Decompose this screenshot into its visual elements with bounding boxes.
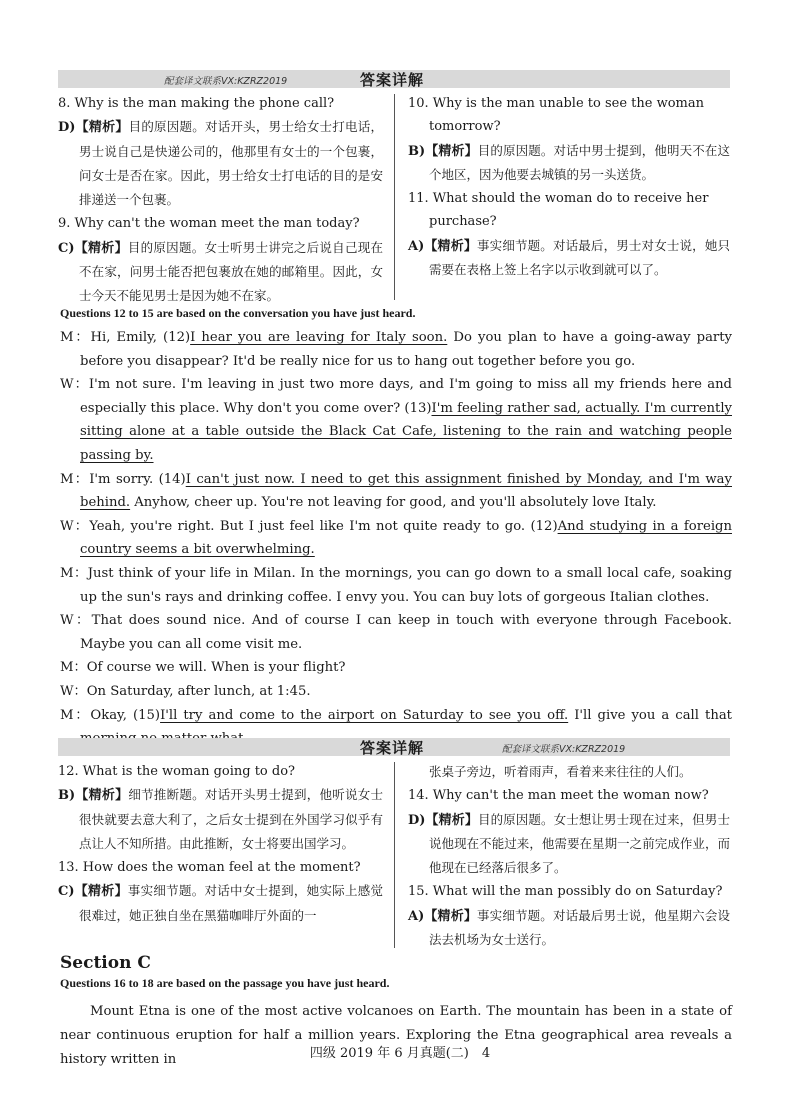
answer-explanation [408,808,730,881]
dialog-text: Do you plan to have a going-away party before you disappear? It'd be really nice for us to hang out together before you go. [80,330,732,369]
answer-banner-bottom [58,738,730,756]
section-title: Section C [60,953,151,973]
answer-tag: A)【精析】 [408,908,478,924]
dialog-text: That does sound nice. And of course I can keep in touch with everyone through Facebook. Maybe you can all come visit me. [80,613,732,652]
question-text: 13. How does the woman feel at the moment? [58,860,361,876]
dialog-text: Of course we will. When is your flight? [86,660,346,676]
answer-tag: D)【精析】 [408,812,478,828]
question-text: 12. What is the woman going to do? [58,764,296,779]
dialog-text: Hi, Emily, (12) [90,330,191,345]
answer-explanation [58,783,383,856]
question-text: 9. Why can't the woman meet the man today? [58,216,360,232]
explanation-text: 张桌子旁边，听着雨声，看着来来往往的人们。 [429,764,692,779]
conversation-heading: Questions 12 to 15 are based on the conversation you have just heard. [60,306,416,320]
question-text: 8. Why is the man making the phone call? [58,96,335,111]
answer-explanation [58,879,383,928]
answer-banner-top [58,70,730,88]
dialog-turn [60,562,732,609]
dialog-text: On Saturday, after lunch, at 1:45. [86,683,311,699]
column-divider [394,762,395,948]
explanation-text: 细节推断题。对话开头男士提到，他听说女士很快就要去意大利了，之后女士提到在外国学习似乎有点让人不知所措。由此推断，女士将要出国学习。 [79,787,383,851]
banner-title: 答案详解 [360,739,425,757]
banner-title: 答案详解 [360,71,425,89]
answer-tag: A)【精析】 [408,238,478,254]
conversation-transcript [60,326,732,751]
dialog-turn [60,656,732,680]
contact-note: 配套译文联系VX:KZRZ2019 [502,744,626,755]
answer-tag: B)【精析】 [408,143,478,159]
dialog-text: I'll give you a call that [574,707,732,723]
speaker-label: W： [60,683,87,699]
answer-key-sentence: I hear you are leaving for Italy soon. [190,330,448,345]
dialog-text: Yeah, you're right. But I just feel like I'm not quite ready to go. (12) [89,518,558,534]
dialog-turn [60,609,732,656]
speaker-label: M： [60,707,91,723]
explanation-text: 目的原因题。女士听男士讲完之后说自己现在不在家，问男士能否把包裹放在她的邮箱里。因此，女士今天不能见男士是因为她不在家。 [79,239,383,304]
dialog-turn [60,468,732,515]
answer-explanation [58,115,383,212]
column-divider [394,94,395,300]
answer-tag: C)【精析】 [58,884,128,900]
speaker-label: W： [60,377,89,393]
question-text: 15. What will the man possibly do on Saturday? [408,884,723,900]
dialog-turn [60,515,732,562]
explanation-text: 事实细节题。对话最后，男士对女士说，她只需要在表格上签上名字以示收到就可以了。 [429,237,730,278]
dialog-text: I'm sorry. (14) [89,471,186,487]
dialog-text: Just think of your life in Milan. In the mornings, you can go down to a small local cafe, soaking up the sun's rays and drinking coffee. I envy you. You can buy lots of gorgeous Italian clothes. [80,565,732,605]
explanation-text: 目的原因题。对话中男士提到，他明天不在这个地区，因为他要去城镇的另一头送货。 [429,142,730,182]
explanation-text: 事实细节题。对话最后男士说，他星期六会设法去机场为女士送行。 [429,907,730,948]
speaker-label: W： [60,518,90,534]
explanation-text: 事实细节题。对话中女士提到，她实际上感觉很难过，她正独自坐在黑猫咖啡厅外面的一 [79,883,383,923]
dialog-text: I'm not sure. I'm leaving in just two more days, and I'm going to miss all my friends here and especially this place. Why don't you come over? (13) [80,377,732,416]
answer-key-sentence: I'll try and come to the airport on Saturday to see you off. [160,707,569,723]
answer-key-sentence: And studying in a foreign country seems a bit overwhelming. [80,518,732,558]
page-footer: 四级 2019 年 6 月真题(二) 4 [309,1046,491,1061]
question-text: 10. Why is the man unable to see the woman tomorrow? [408,96,704,135]
answer-explanation [58,236,383,309]
speaker-label: M： [60,471,90,487]
answers-q14-15 [408,760,730,952]
answer-tag: B)【精析】 [58,788,129,804]
question-text: 14. Why can't the man meet the woman now? [408,788,709,804]
answer-explanation [408,904,730,953]
answer-tag: C)【精析】 [58,240,128,256]
speaker-label: M： [60,660,87,676]
answer-explanation [408,234,730,283]
answers-q10-11 [408,92,730,282]
explanation-text: 目的原因题。对话开头，男士给女士打电话，男士说自己是快递公司的，他那里有女士的一个包裹，问女士是否在家。因此，男士给女士打电话的目的是安排递送一个包裹。 [79,119,383,208]
explanation-text: 目的原因题。女士想让男士现在过来，但男士说他现在不能过来，他需要在星期一之前完成作业，而他现在已经落后很多了。 [429,811,730,876]
speaker-label: M： [60,565,88,581]
answer-explanation-continued [408,760,730,784]
dialog-turn [60,326,732,373]
speaker-label: M： [60,330,91,345]
dialog-text: Anyhow, cheer up. You're not leaving for good, and you'll absolutely love Italy. [130,495,657,511]
answer-explanation [408,139,730,188]
answer-tag: D)【精析】 [58,120,129,136]
answers-q12-13 [58,760,383,928]
question-text: 11. What should the woman do to receive her purchase? [408,191,709,230]
passage-text: Mount Etna is one of the most active volcanoes on Earth. The mountain has been in a state of near continuous eruption for half a million years. Exploring the Etna geographical area reveals a history written in [60,1004,732,1067]
passage-heading: Questions 16 to 18 are based on the passage you have just heard. [60,976,390,990]
answer-key-sentence: I'm feeling rather sad, actually. I'm currently sitting alone at a table outside the Black Cat Cafe, listening to the rain and watching people passing by. [80,400,732,463]
dialog-turn [60,373,732,467]
speaker-label: W： [60,613,92,629]
answer-key-sentence: I can't just now. I need to get this assignment finished by Monday, and I'm way behind. [80,471,732,511]
dialog-text: Okay, (15) [90,707,161,723]
contact-note: 配套译文联系VX:KZRZ2019 [164,76,288,87]
answers-q8-9 [58,92,383,309]
dialog-turn [60,680,732,704]
